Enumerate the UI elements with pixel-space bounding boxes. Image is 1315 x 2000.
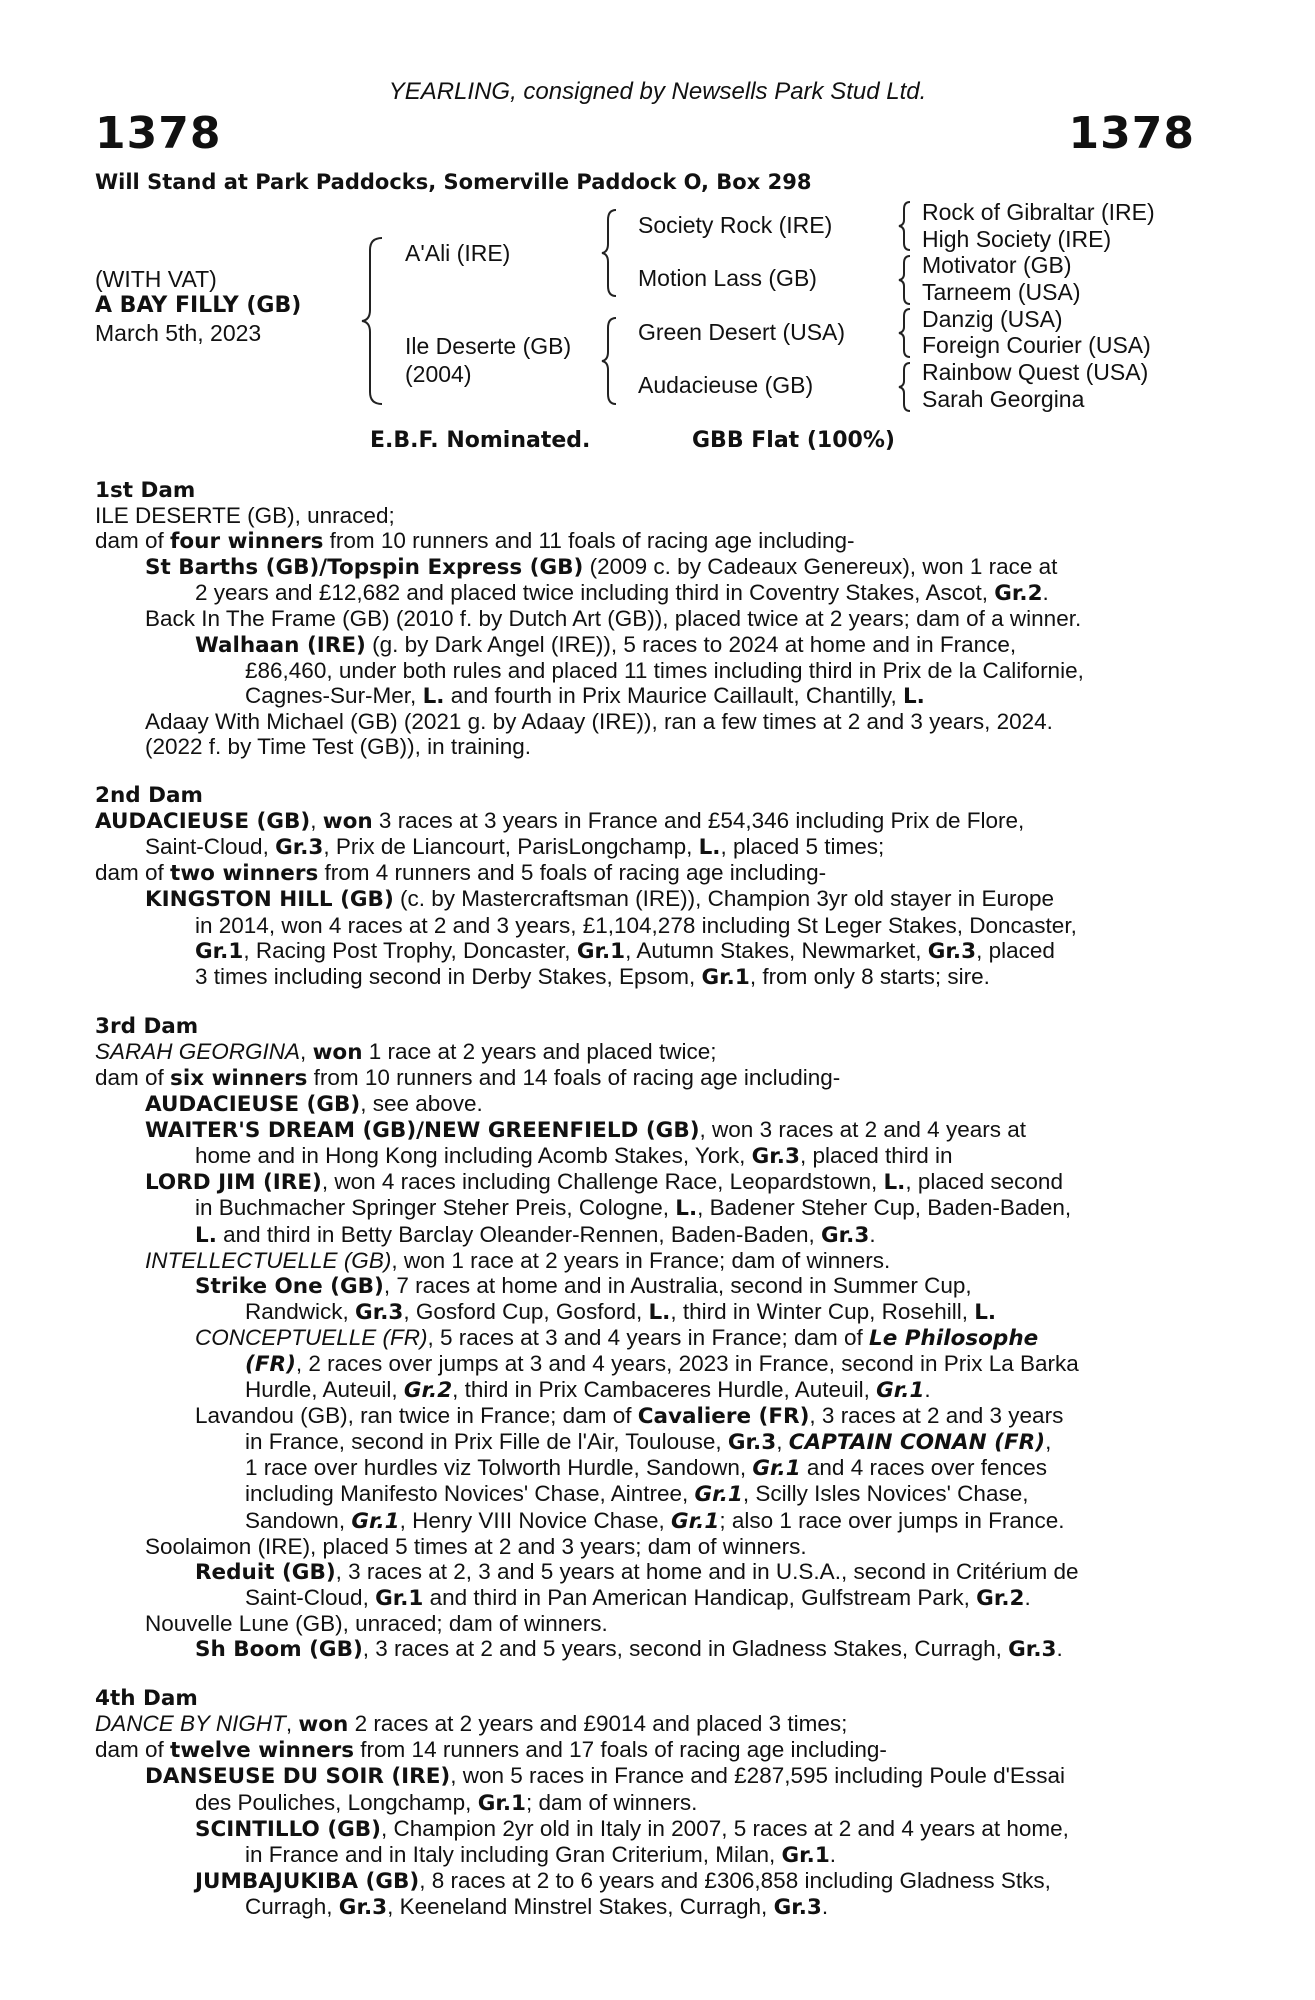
text-run: Cagnes-Sur-Mer, (245, 682, 423, 708)
text-run: , won 1 race at 2 years in France; dam of winners. (391, 1247, 891, 1273)
text-run: , (776, 1429, 789, 1455)
entry-continuation (95, 658, 1192, 683)
text-run: Curragh, (245, 1893, 339, 1919)
text-run: , 8 races at 2 to 6 years and £306,858 including Gladness Stks, (419, 1867, 1051, 1893)
text-run: Back In The Frame (GB) (2010 f. by Dutch Art (GB)), placed twice at 2 years; dam of a winner. (145, 606, 1082, 632)
pedigree-brace-sire (600, 208, 620, 298)
text-run: , 2 races over jumps at 3 and 4 years, 2023 in France, second in Prix La Barka (295, 1351, 1079, 1376)
lot-number-left: 1378 (95, 108, 222, 159)
text-run: Gr.2 (403, 1378, 453, 1404)
text-run: Gr.3 (727, 1430, 777, 1456)
text-run: . (829, 1841, 837, 1867)
text-run: , 5 races at 3 and 4 years in France; dam of (427, 1324, 870, 1350)
text-run: Hurdle, Auteuil, (245, 1377, 404, 1403)
entry-line (95, 1868, 1192, 1894)
entry-continuation (95, 1481, 1192, 1507)
text-run: in France, second in Prix Fille de l'Air, Toulouse, (245, 1429, 728, 1455)
text-run: . (869, 1221, 876, 1247)
entry-line (95, 1636, 1192, 1662)
text-run: 1 race over hurdles viz Tolworth Hurdle, Sandown, (245, 1455, 753, 1481)
text-run: from 14 runners and 17 foals of racing age including- (354, 1737, 887, 1763)
text-run: two winners (170, 861, 319, 887)
dam-dam: Audacieuse (GB) (638, 372, 814, 398)
grandsire-5: Danzig (USA) (922, 306, 1063, 332)
text-run: , (1045, 1429, 1052, 1455)
entry-continuation (95, 1429, 1192, 1455)
text-run: L. (883, 1170, 906, 1196)
text-run: L. (195, 1222, 217, 1248)
dam-heading: 4th Dam (95, 1686, 198, 1712)
text-run: including Manifesto Novices' Chase, Aintree, (245, 1481, 695, 1507)
text-run: , 3 races at 2, 3 and 5 years at home and in U.S.A., second in Critérium de (335, 1558, 1079, 1584)
text-run: and third in Betty Barclay Oleander-Rennen, Baden-Baden, (216, 1221, 821, 1247)
text-run: , won 3 races at 2 and 4 years at (699, 1117, 1026, 1143)
entry-line (95, 1711, 1192, 1737)
text-run: , Scilly Isles Novices' Chase, (742, 1481, 1029, 1507)
entry-line (95, 1534, 1192, 1559)
text-run: Lavandou (GB), ran twice in France; dam of (195, 1403, 638, 1429)
entry-continuation (95, 938, 1192, 964)
text-run: L. (698, 835, 721, 861)
text-run: (c. by Mastercraftsman (IRE)), Champion 3yr old stayer in Europe (393, 886, 1055, 912)
grandsire-3: Motivator (GB) (922, 252, 1072, 278)
text-run: Gr.1 (876, 1378, 925, 1404)
text-run: AUDACIEUSE (GB) (95, 809, 311, 835)
entry-continuation (95, 1455, 1192, 1481)
text-run: , (285, 1711, 299, 1737)
sire-sire: Society Rock (IRE) (638, 212, 833, 238)
text-run: , Gosford Cup, Gosford, (403, 1298, 649, 1324)
entry-line (95, 1763, 1192, 1789)
text-run: six winners (170, 1065, 308, 1091)
entry-line (95, 528, 1192, 554)
text-run: £86,460, under both rules and placed 11 times including third in Prix de la Californie, (245, 657, 1084, 683)
entry-continuation (95, 1351, 1192, 1377)
text-run: Gr.1 (781, 1842, 830, 1868)
entry-line (95, 1559, 1192, 1585)
text-run: Gr.3 (751, 1144, 800, 1170)
entry-line (95, 1403, 1192, 1429)
entry-continuation (95, 1222, 1192, 1248)
text-run: dam of (95, 860, 171, 886)
entry-continuation (95, 1143, 1192, 1169)
catalogue-body (95, 478, 1192, 1920)
text-run: , won 4 races including Challenge Race, Leopardstown, (321, 1169, 884, 1195)
entry-continuation (95, 1842, 1192, 1868)
text-run: Gr.3 (275, 835, 324, 861)
text-run: home and in Hong Kong including Acomb Stakes, York, (195, 1143, 752, 1169)
text-run: Adaay With Michael (GB) (2021 g. by Adaay (IRE)), ran a few times at 2 and 3 years, 2024. (145, 708, 1053, 734)
entry-line (95, 860, 1192, 886)
dam: Ile Deserte (GB) (405, 333, 572, 359)
text-run: Gr.2 (976, 1585, 1025, 1611)
text-run: Strike One (GB) (195, 1273, 384, 1299)
text-run: Gr.1 (752, 1456, 801, 1482)
text-run: in Buchmacher Springer Steher Preis, Cologne, (195, 1195, 676, 1221)
text-run: des Pouliches, Longchamp, (195, 1789, 478, 1815)
text-run: Le Philosophe (869, 1325, 1039, 1351)
sire: A'Ali (IRE) (405, 240, 511, 266)
pedigree-brace-g3 (897, 307, 913, 359)
text-run: dam of (95, 1064, 171, 1090)
consignor-line: YEARLING, consigned by Newsells Park Stud Ltd. (388, 78, 927, 105)
grandsire-6: Foreign Courier (USA) (922, 332, 1151, 358)
text-run: DANSEUSE DU SOIR (IRE) (145, 1764, 451, 1790)
entry-line (95, 1273, 1192, 1299)
text-run: , won 5 races in France and £287,595 including Poule d'Essai (450, 1763, 1065, 1789)
text-run: and fourth in Prix Maurice Caillault, Chantilly, (444, 682, 903, 708)
text-run: from 10 runners and 11 foals of racing age including- (323, 528, 855, 554)
text-run: Gr.2 (994, 581, 1043, 607)
text-run: , Henry VIII Novice Chase, (399, 1507, 671, 1533)
pedigree-brace-g2 (897, 254, 913, 306)
text-run: 1 race at 2 years and placed twice; (362, 1038, 717, 1064)
text-run: four winners (170, 529, 324, 555)
entry-line (95, 734, 1192, 759)
dam-year: (2004) (405, 361, 472, 387)
text-run: St Barths (GB)/Topspin Express (GB) (145, 555, 584, 581)
entry-line (95, 1117, 1192, 1143)
text-run: L. (648, 1299, 671, 1325)
lot-number-right: 1378 (1068, 108, 1195, 159)
entry-line (95, 1611, 1192, 1636)
entry-line (95, 1091, 1192, 1117)
date-of-birth: March 5th, 2023 (95, 320, 262, 346)
text-run: DANCE BY NIGHT (95, 1711, 286, 1737)
text-run: ; dam of winners. (526, 1789, 698, 1815)
text-run: ; also 1 race over jumps in France. (719, 1507, 1065, 1533)
dam-heading: 2nd Dam (95, 783, 203, 809)
entry-line (95, 1816, 1192, 1842)
text-run: , see above. (360, 1091, 483, 1117)
entry-continuation (95, 1377, 1192, 1403)
entry-line (95, 554, 1192, 580)
text-run: SARAH GEORGINA (95, 1038, 301, 1064)
text-run: Gr.3 (773, 1894, 822, 1920)
entry-continuation (95, 580, 1192, 606)
text-run: L. (902, 683, 925, 709)
text-run: Gr.3 (338, 1894, 388, 1920)
text-run: won (322, 809, 373, 835)
text-run: , 3 races at 2 and 5 years, second in Gladness Stakes, Curragh, (362, 1636, 1009, 1662)
text-run: KINGSTON HILL (GB) (145, 887, 394, 913)
text-run: twelve winners (170, 1738, 355, 1764)
entry-continuation (95, 1195, 1192, 1221)
text-run: in 2014, won 4 races at 2 and 3 years, £1,104,278 including St Leger Stakes, Doncaster, (195, 912, 1077, 938)
text-run: Gr.1 (351, 1508, 400, 1534)
text-run: Gr.3 (355, 1299, 404, 1325)
text-run: 3 races at 3 years in France and £54,346 including Prix de Flore, (372, 808, 1025, 834)
text-run: , Prix de Liancourt, ParisLongchamp, (323, 834, 699, 860)
entry-line (95, 503, 1192, 528)
text-run: dam of (95, 1737, 171, 1763)
entry-continuation (95, 1585, 1192, 1611)
text-run: , third in Winter Cup, Rosehill, (670, 1298, 975, 1324)
text-run: , Badener Steher Cup, Baden-Baden, (697, 1195, 1072, 1221)
text-run: Gr.1 (701, 964, 750, 990)
entry-line (95, 808, 1192, 834)
text-run: from 4 runners and 5 foals of racing age including- (318, 860, 827, 886)
text-run: 2 years and £12,682 and placed twice including third in Coventry Stakes, Ascot, (195, 580, 995, 606)
text-run: Sh Boom (GB) (195, 1637, 363, 1663)
text-run: 3 times including second in Derby Stakes, Epsom, (195, 963, 702, 989)
entry-continuation (95, 1790, 1192, 1816)
text-run: dam of (95, 528, 171, 554)
text-run: , placed 5 times; (720, 834, 885, 860)
text-run: (g. by Dark Angel (IRE)), 5 races to 2024 at home and in France, (365, 631, 1017, 657)
text-run: Saint-Cloud, (145, 834, 276, 860)
text-run: . (1042, 580, 1049, 606)
entry-line (95, 1737, 1192, 1763)
text-run: Cavaliere (FR) (637, 1404, 810, 1430)
text-run: . (1024, 1584, 1031, 1610)
text-run: , placed third in (799, 1143, 953, 1169)
text-run: and 4 races over fences (800, 1455, 1048, 1481)
text-run: Gr.1 (671, 1508, 720, 1534)
text-run: Nouvelle Lune (GB), unraced; dam of winners. (145, 1610, 608, 1636)
text-run: , 7 races at home and in Australia, second in Summer Cup, (383, 1272, 972, 1298)
text-run: L. (422, 683, 445, 709)
grandsire-2: High Society (IRE) (922, 226, 1112, 252)
text-run: . (1056, 1636, 1063, 1662)
pedigree-brace-main (360, 236, 390, 406)
text-run: Saint-Cloud, (245, 1584, 376, 1610)
text-run: Gr.3 (927, 938, 977, 964)
text-run: , placed second (905, 1169, 1063, 1195)
pedigree-brace-g1 (897, 200, 913, 252)
text-run: L. (974, 1299, 997, 1325)
text-run: L. (675, 1196, 698, 1222)
text-run: SCINTILLO (GB) (195, 1816, 382, 1842)
dam-sire: Green Desert (USA) (638, 319, 846, 345)
text-run: Gr.1 (477, 1790, 526, 1816)
text-run: , (310, 808, 323, 834)
text-run: . (821, 1893, 829, 1919)
text-run: ILE DESERTE (GB) (95, 503, 295, 529)
entry-line (95, 632, 1192, 658)
entry-continuation (95, 1508, 1192, 1534)
text-run: Randwick, (245, 1298, 356, 1324)
text-run: (FR) (245, 1352, 296, 1377)
text-run: Gr.3 (821, 1222, 870, 1248)
text-run: Sandown, (245, 1507, 352, 1533)
grandsire-1: Rock of Gibraltar (IRE) (922, 199, 1155, 225)
entry-continuation (95, 913, 1192, 938)
text-run: Gr.1 (694, 1482, 743, 1508)
text-run: Gr.3 (1008, 1637, 1057, 1663)
vat-note: (WITH VAT) (95, 266, 217, 292)
entry-line (95, 1065, 1192, 1091)
dam-section (95, 1686, 1192, 1920)
stand-location: Will Stand at Park Paddocks, Somerville Paddock O, Box 298 (95, 170, 812, 194)
entry-line (95, 1248, 1192, 1273)
entry-continuation (95, 1894, 1192, 1920)
entry-line (95, 886, 1192, 912)
entry-continuation (95, 964, 1192, 990)
dam-section (95, 783, 1192, 990)
text-run: (2009 c. by Cadeaux Genereux), won 1 race at (583, 554, 1058, 580)
text-run: , unraced; (294, 503, 395, 529)
entry-line (95, 1325, 1192, 1351)
text-run: Gr.1 (576, 938, 626, 964)
text-run: WAITER'S DREAM (GB)/NEW GREENFIELD (GB) (145, 1118, 700, 1144)
text-run: , from only 8 starts; sire. (749, 963, 990, 989)
text-run: , Champion 2yr old in Italy in 2007, 5 races at 2 and 4 years at home, (381, 1815, 1069, 1841)
text-run: , third in Prix Cambaceres Hurdle, Auteuil, (452, 1377, 877, 1403)
entry-continuation (95, 834, 1192, 860)
ebf-nominated: E.B.F. Nominated. (370, 428, 591, 453)
text-run: Gr.1 (195, 938, 244, 964)
sire-dam: Motion Lass (GB) (638, 265, 817, 291)
lot-name: A BAY FILLY (GB) (95, 293, 302, 318)
text-run: CAPTAIN CONAN (FR) (788, 1430, 1046, 1456)
dam-section (95, 1014, 1192, 1662)
text-run: JUMBAJUKIBA (GB) (195, 1868, 420, 1894)
text-run: won (312, 1039, 363, 1065)
text-run: , Autumn Stakes, Newmarket, (625, 937, 928, 963)
entry-continuation (95, 683, 1192, 709)
gbb-flat: GBB Flat (100%) (692, 428, 895, 453)
text-run: , Keeneland Minstrel Stakes, Curragh, (387, 1893, 774, 1919)
text-run: INTELLECTUELLE (GB) (145, 1247, 392, 1273)
dam-heading: 1st Dam (95, 478, 196, 503)
text-run: Soolaimon (IRE), placed 5 times at 2 and 3 years; dam of winners. (145, 1533, 807, 1559)
text-run: . (924, 1377, 931, 1403)
grandsire-8: Sarah Georgina (922, 386, 1085, 412)
dam-heading: 3rd Dam (95, 1013, 199, 1039)
text-run: 2 races at 2 years and £9014 and placed 3 times; (348, 1711, 848, 1737)
entry-line (95, 1039, 1192, 1065)
text-run: won (298, 1712, 349, 1738)
grandsire-4: Tarneem (USA) (922, 279, 1081, 305)
text-run: Walhaan (IRE) (195, 632, 366, 658)
entry-line (95, 1169, 1192, 1195)
text-run: CONCEPTUELLE (FR) (195, 1324, 428, 1350)
dam-section (95, 478, 1192, 759)
pedigree-brace-g4 (897, 361, 913, 413)
text-run: , (300, 1038, 313, 1064)
entry-continuation (95, 1299, 1192, 1325)
text-run: (2022 f. by Time Test (GB)), in training. (145, 733, 531, 759)
text-run: AUDACIEUSE (GB) (145, 1092, 361, 1118)
text-run: , 3 races at 2 and 3 years (809, 1403, 1064, 1429)
text-run: in France and in Italy including Gran Criterium, Milan, (245, 1841, 782, 1867)
text-run: , Racing Post Trophy, Doncaster, (243, 937, 577, 963)
entry-line (95, 709, 1192, 734)
text-run: and third in Pan American Handicap, Gulfstream Park, (423, 1584, 977, 1610)
pedigree-brace-dam (600, 316, 620, 406)
text-run: from 10 runners and 14 foals of racing age including- (307, 1064, 841, 1090)
text-run: Reduit (GB) (195, 1559, 336, 1585)
entry-line (95, 606, 1192, 631)
text-run: Gr.1 (375, 1585, 424, 1611)
grandsire-7: Rainbow Quest (USA) (922, 359, 1149, 385)
text-run: LORD JIM (IRE) (145, 1170, 322, 1196)
text-run: , placed (976, 937, 1055, 963)
